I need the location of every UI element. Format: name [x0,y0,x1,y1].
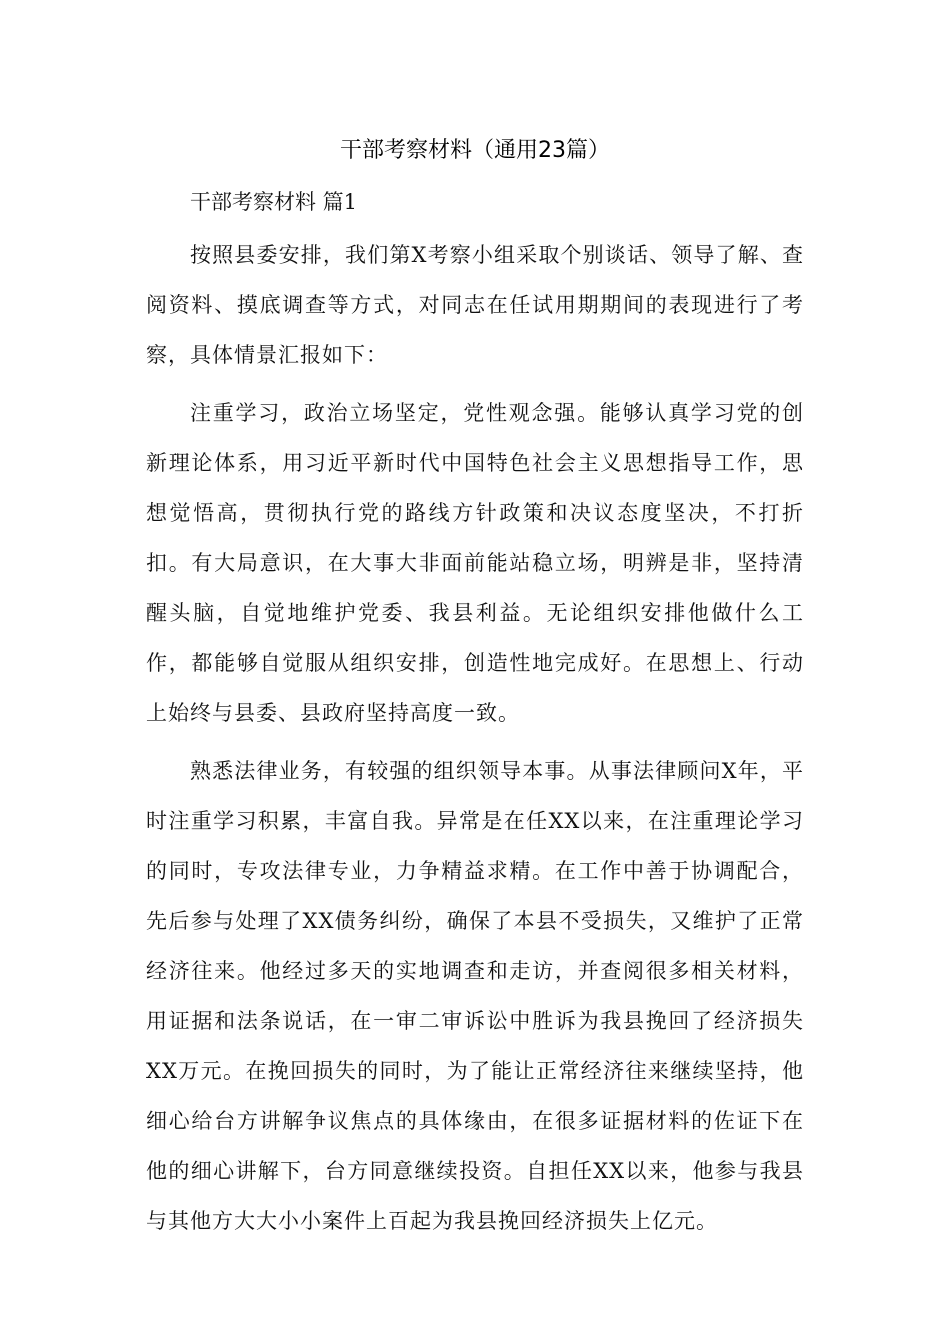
document-body [146,182,804,1246]
document-title: 干部考察材料（通用23篇） [340,138,610,163]
section-heading: 干部考察材料 篇1 [190,190,358,214]
paragraph-intro: 按照县委安排，我们第X考察小组采取个别谈话、领导了解、查阅资料、摸底调查等方式，对同志在任试用期期间的表现进行了考察，具体情景汇报如下： [146,243,804,367]
paragraph-legal: 熟悉法律业务，有较强的组织领导本事。从事法律顾问X年，平时注重学习积累，丰富自我。异常是在任XX以来，在注重理论学习的同时，专攻法律专业，力争精益求精。在工作中善于协调配合，先后参与处理了XX债务纠纷，确保了本县不受损失，又维护了正常经济往来。他经过多天的实地调查和走访，并查阅很多相关材料，用证据和法条说话，在一审二审诉讼中胜诉为我县挽回了经济损失XX万元。在挽回损失的同时，为了能让正常经济往来继续坚持，他细心给台方讲解争议焦点的具体缘由，在很多证据材料的佐证下在他的细心讲解下，台方同意继续投资。自担任XX以来，他参与我县与其他方大大小小案件上百起为我县挽回经济损失上亿元。 [146,759,804,1233]
paragraph-study: 注重学习，政治立场坚定，党性观念强。能够认真学习党的创新理论体系，用习近平新时代中国特色社会主义思想指导工作，思想觉悟高，贯彻执行党的路线方针政策和决议态度坚决，不打折扣。有大局意识，在大事大非面前能站稳立场，明辨是非，坚持清醒头脑，自觉地维护党委、我县利益。无论组织安排他做什么工作，都能够自觉服从组织安排，创造性地完成好。在思想上、行动上始终与县委、县政府坚持高度一致。 [146,401,804,725]
